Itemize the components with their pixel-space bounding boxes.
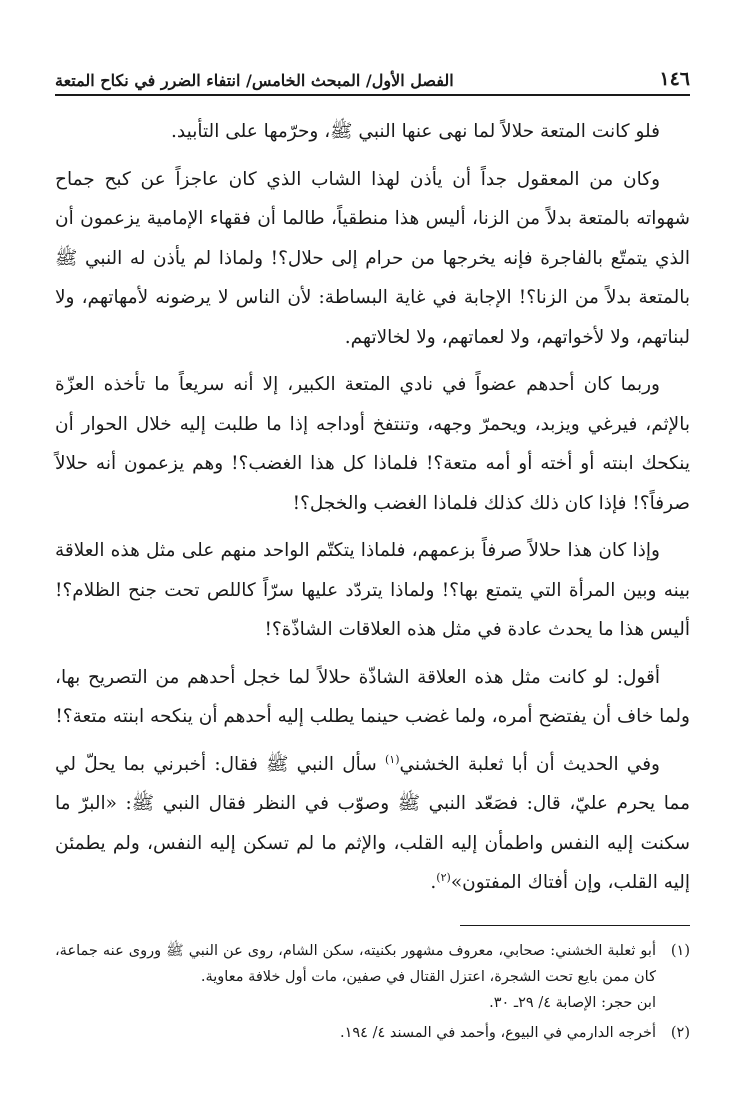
paragraph-text: . [430, 872, 437, 893]
footnote-ref-1[interactable]: (١) [384, 752, 400, 766]
page-number: ١٤٦ [659, 68, 690, 90]
footnote-ref-2[interactable]: (٢) [436, 870, 451, 884]
paragraph [55, 745, 690, 903]
footnote-text: أبو ثعلبة الخشني: صحابي، معروف مشهور بكنيته، سكن الشام، روى عن النبي ﷺ وروى عنه جماعة، كان ممن بايع تحت الشجرة، اعتزل القتال في صفين، مات أول خلافة معاوية. [55, 942, 656, 985]
footnote-text: أخرجه الدارمي في البيوع، وأحمد في المسند ٤/ ١٩٤. [339, 1024, 656, 1041]
running-title: الفصل الأول/ المبحث الخامس/ انتفاء الضرر في نكاح المتعة [55, 71, 454, 90]
paragraph: وربما كان أحدهم عضواً في نادي المتعة الكبير، إلا أنه سريعاً ما تأخذه العزّة بالإثم، فيرغي ويزبد، ويحمرّ وجهه، وتنتفخ أوداجه إذا ما طلبت إليه خلال الحوار أن ينكحك ابنته أو أخته أو أمه متعة؟! فلماذا كل هذا الغضب؟! وهم يزعمون أنه حلالاً صرفاً؟! فإذا كان ذلك كذلك فلماذا الغضب والخجل؟! [55, 374, 690, 514]
footnote-number: (٢) [670, 1024, 690, 1041]
paragraph: أقول: لو كانت مثل هذه العلاقة الشاذّة حلالاً لما خجل أحدهم من التصريح بها، ولما خاف أن يفتضح أمره، ولما غضب حينما يطلب إليه أحدهم أن ينكحه ابنته متعة؟! [55, 666, 690, 727]
footnote-body [55, 938, 656, 1016]
paragraph-text: وفي الحديث أن أبا ثعلبة الخشني [399, 753, 660, 775]
footnote-1 [55, 938, 690, 1016]
book-page [55, 50, 690, 1070]
paragraph-text: سأل النبي ﷺ فقال: أخبرني بما يحلّ لي مما يحرم عليّ، قال: فصَعّد النبي ﷺ وصوّب في النظر فقال النبي ﷺ: «البرّ ما سكنت إليه النفس واطمأن إليه القلب، والإثم ما لم تسكن إليه النفس، ولم يطمئن إليه القلب، وإن أفتاك المفتون» [55, 753, 690, 893]
footnotes [55, 938, 690, 1046]
main-text [55, 112, 690, 903]
page-header [55, 50, 690, 96]
footnote-2 [55, 1020, 690, 1046]
footnote-divider [460, 925, 690, 926]
paragraph: وكان من المعقول جداً أن يأذن لهذا الشاب الذي كان عاجزاً عن كبح جماح شهواته بالمتعة بدلاً من الزنا، أليس هذا منطقياً، طالما أن فقهاء الإمامية يزعمون أن الذي يتمتّع بالفاجرة فإنه يخرجها من حرام إلى حلال؟! ولماذا لم يأذن له النبي ﷺ بالمتعة بدلاً من الزنا؟! الإجابة في غاية البساطة: لأن الناس لا يرضونه لأمهاتهم، ولا لبناتهم، ولا لأخواتهم، ولا لعماتهم، ولا لخالاتهم. [55, 168, 690, 348]
paragraph: فلو كانت المتعة حلالاً لما نهى عنها النبي ﷺ، وحرّمها على التأبيد. [171, 121, 660, 142]
paragraph: وإذا كان هذا حلالاً صرفاً بزعمهم، فلماذا يتكتّم الواحد منهم على مثل هذه العلاقة بينه وبين المرأة التي يتمتع بها؟! ولماذا يتردّد عليها سرّاً كاللص تحت جنح الظلام؟! أليس هذا ما يحدث عادة في مثل هذه العلاقات الشاذّة؟! [55, 540, 690, 640]
footnote-number: (١) [670, 942, 690, 959]
footnote-citation: ابن حجر: الإصابة ٤/ ٢٩ـ ٣٠. [489, 994, 656, 1011]
footnote-body [55, 1020, 656, 1046]
